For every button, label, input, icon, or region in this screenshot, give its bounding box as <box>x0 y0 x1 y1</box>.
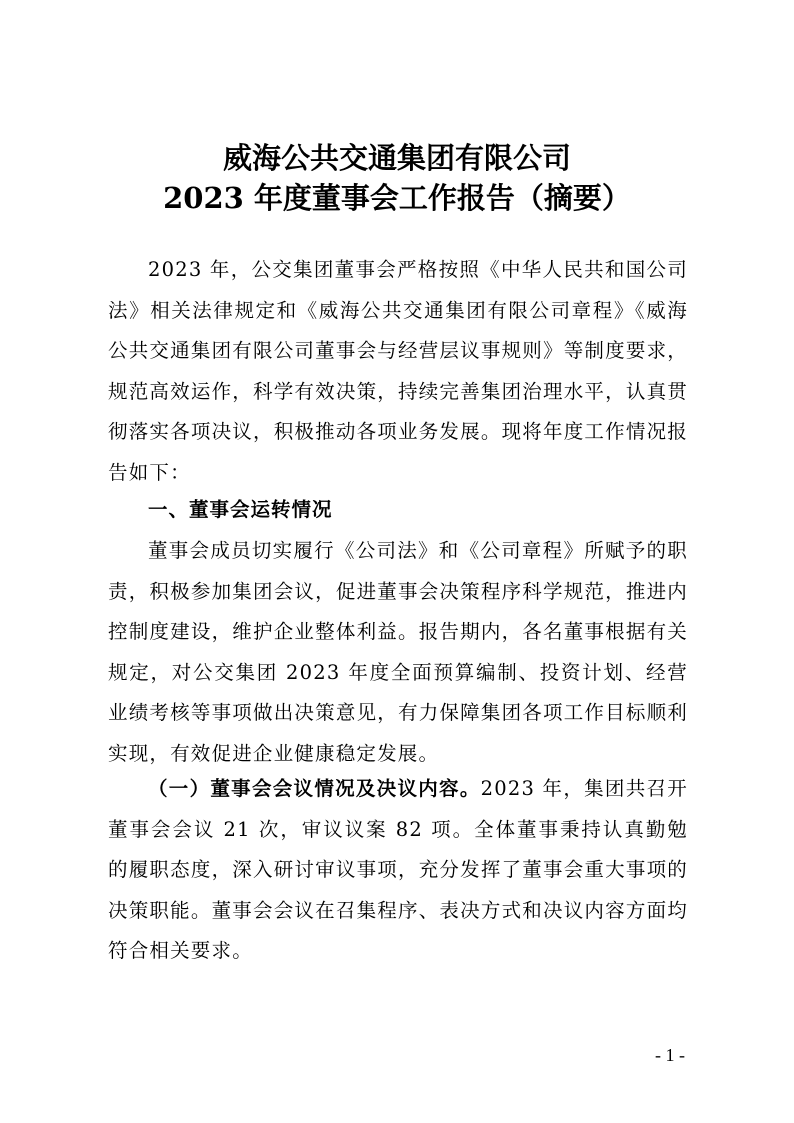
section1-paragraph: 董事会成员切实履行《公司法》和《公司章程》所赋予的职责，积极参加集团会议，促进董事会决策程序科学规范，推进内控制度建设，维护企业整体利益。报告期内，各名董事根据有关规定，对公交集团 2023 年度全面预算编制、投资计划、经营业绩考核等事项做出决策意见，有力保障集团各项工作目标顺利实现，有效促进企业健康稳定发展。 <box>108 539 688 765</box>
subsection1-label: （一）董事会会议情况及决议内容。 <box>148 777 481 800</box>
subsection1-paragraph <box>108 769 688 972</box>
intro-paragraph: 2023 年，公交集团董事会严格按照《中华人民共和国公司法》相关法律规定和《威海公共交通集团有限公司章程》《威海公共交通集团有限公司董事会与经营层议事规则》等制度要求，规范高效运作，科学有效决策，持续完善集团治理水平，认真贯彻落实各项决议，积极推动各项业务发展。现将年度工作情况报告如下： <box>108 258 688 484</box>
document-title-line2: 2023 年度董事会工作报告（摘要） <box>163 181 631 215</box>
section1-heading: 一、董事会运转情况 <box>148 498 333 521</box>
subsection1-text: 2023 年，集团共召开董事会会议 21 次，审议议案 82 项。全体董事秉持认真勤勉的履职态度，深入研讨审议事项，充分发挥了董事会重大事项的决策职能。董事会会议在召集程序、表决方式和决议内容方面均符合相关要求。 <box>108 777 688 962</box>
document-title-line1: 威海公共交通集团有限公司 <box>222 141 571 175</box>
page-number: - 1 - <box>655 1045 685 1065</box>
